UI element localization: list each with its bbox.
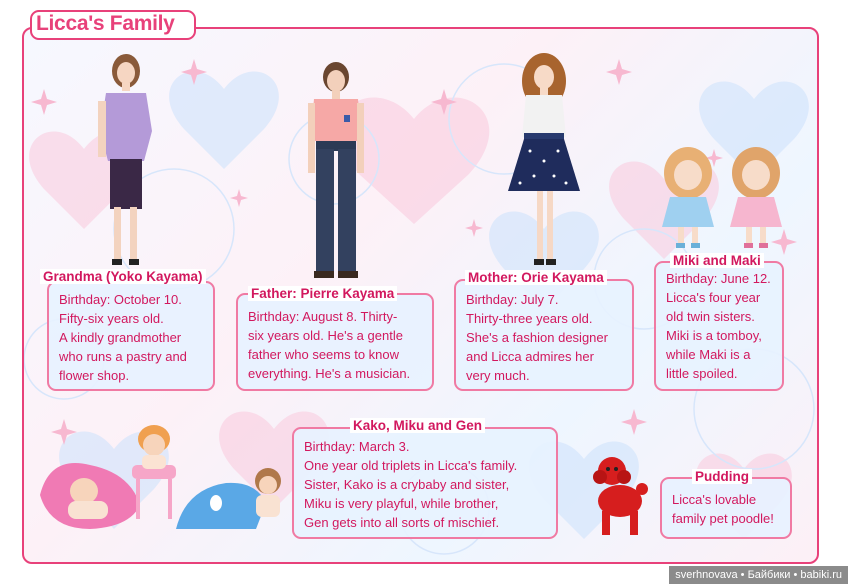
mother-doll-image bbox=[504, 51, 584, 271]
father-doll-image bbox=[304, 59, 368, 284]
triplets-info-card bbox=[292, 427, 558, 539]
mother-line-4: and Licca admires her bbox=[466, 349, 594, 364]
family-panel bbox=[22, 27, 819, 564]
twins-line-2: Licca's four year bbox=[666, 290, 761, 305]
triplets-name: Kako, Miku and Gen bbox=[350, 418, 485, 433]
grandma-doll-image bbox=[92, 51, 162, 271]
twins-doll-image bbox=[652, 145, 802, 250]
mother-line-3: She's a fashion designer bbox=[466, 330, 608, 345]
twins-name: Miki and Maki bbox=[670, 253, 764, 268]
twins-line-6: little spoiled. bbox=[666, 366, 738, 381]
page-title: Licca's Family bbox=[36, 12, 175, 35]
triplets-line-1: Birthday: March 3. bbox=[304, 439, 410, 454]
mother-info-card bbox=[454, 279, 634, 391]
father-line-3: father who seems to know bbox=[248, 347, 400, 362]
twins-line-4: Miki is a tomboy, bbox=[666, 328, 762, 343]
father-line-4: everything. He's a musician. bbox=[248, 366, 411, 381]
pudding-line-1: Licca's lovable bbox=[672, 492, 757, 507]
grandma-line-5: flower shop. bbox=[59, 368, 130, 383]
grandma-line-4: who runs a pastry and bbox=[59, 349, 187, 364]
grandma-info-card bbox=[47, 281, 215, 391]
triplets-doll-image bbox=[36, 425, 286, 535]
triplets-line-5: Gen gets into all sorts of mischief. bbox=[304, 515, 500, 530]
father-info-card bbox=[236, 293, 434, 391]
triplets-line-2: One year old triplets in Licca's family. bbox=[304, 458, 518, 473]
pudding-poodle-image bbox=[590, 455, 652, 539]
pudding-info-card bbox=[660, 477, 792, 539]
father-line-1: Birthday: August 8. Thirty- bbox=[248, 309, 398, 324]
twins-info-card bbox=[654, 261, 784, 391]
mother-line-5: very much. bbox=[466, 368, 530, 383]
triplets-line-3: Sister, Kako is a crybaby and sister, bbox=[304, 477, 510, 492]
watermark-label: sverhnovava • Байбики • babiki.ru bbox=[669, 566, 848, 584]
mother-line-2: Thirty-three years old. bbox=[466, 311, 593, 326]
mother-line-1: Birthday: July 7. bbox=[466, 292, 559, 307]
twins-line-5: while Maki is a bbox=[666, 347, 751, 362]
father-name: Father: Pierre Kayama bbox=[248, 286, 397, 301]
mother-name: Mother: Orie Kayama bbox=[465, 270, 607, 285]
grandma-name: Grandma (Yoko Kayama) bbox=[40, 269, 206, 284]
father-line-2: six years old. He's a gentle bbox=[248, 328, 403, 343]
twins-line-1: Birthday: June 12. bbox=[666, 271, 771, 286]
grandma-line-3: A kindly grandmother bbox=[59, 330, 182, 345]
grandma-line-1: Birthday: October 10. bbox=[59, 292, 182, 307]
twins-line-3: old twin sisters. bbox=[666, 309, 755, 324]
pudding-line-2: family pet poodle! bbox=[672, 511, 774, 526]
grandma-line-2: Fifty-six years old. bbox=[59, 311, 164, 326]
pudding-name: Pudding bbox=[692, 469, 752, 484]
triplets-line-4: Miku is very playful, while brother, bbox=[304, 496, 499, 511]
